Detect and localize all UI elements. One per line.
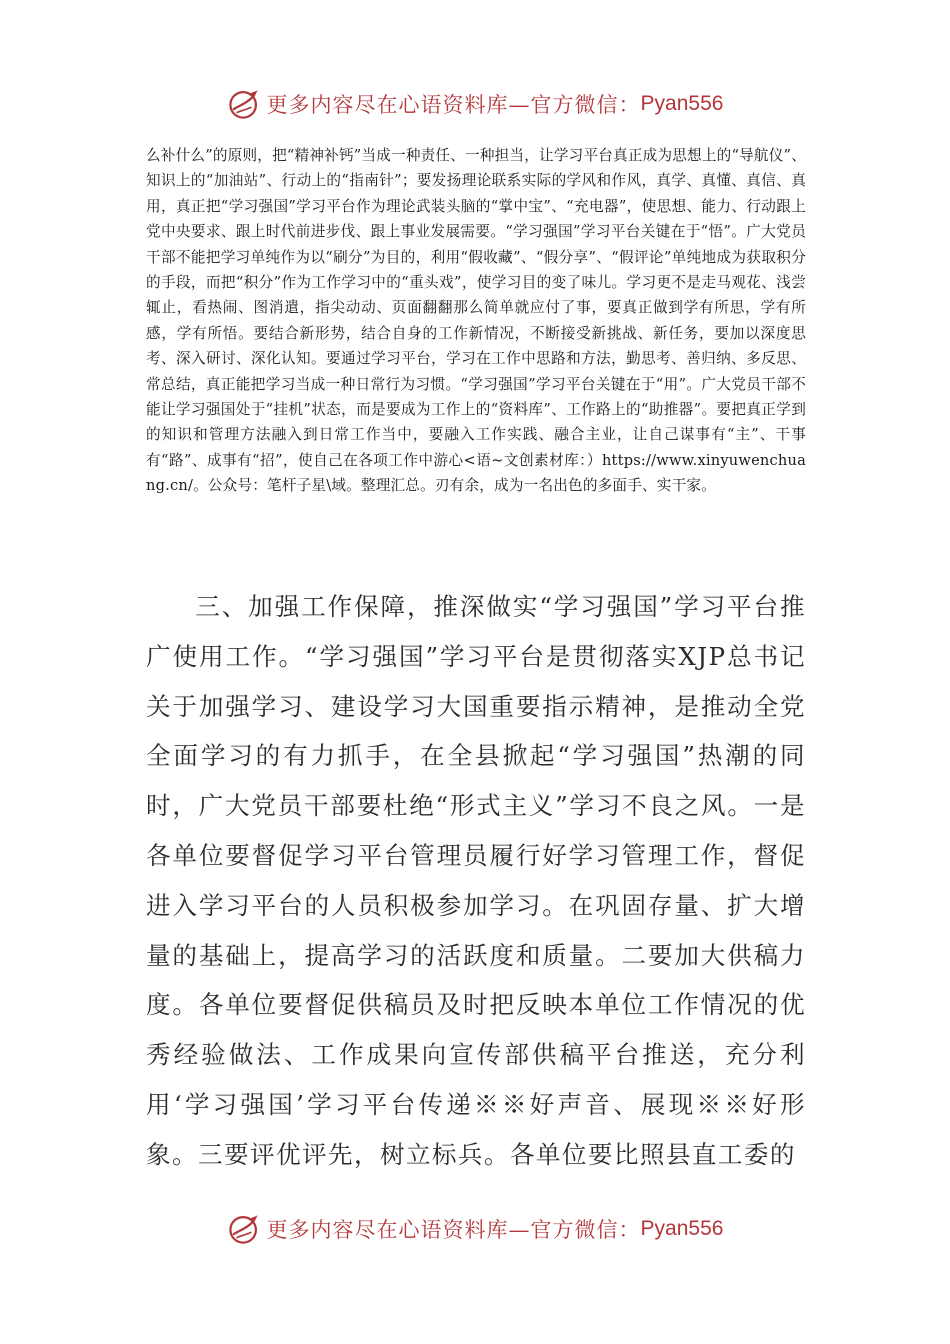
header-brand-id: Pyan556 — [640, 92, 724, 115]
page-footer-watermark — [0, 1209, 950, 1249]
page-header-watermark — [0, 84, 950, 124]
quill-swirl-logo-icon — [227, 87, 261, 121]
footer-brand-text: 更多内容尽在心语资料库—官方微信： — [266, 1218, 641, 1242]
continued-paragraph: 么补什么”的原则，把“精神补钙”当成一种责任、一种担当，让学习平台真正成为思想上的“导航仪”、知识上的“加油站”、行动上的“指南针”；要发扬理论联系实际的学风和作风，真学、真懂、真信、真用，真正把“学习强国”学习平台作为理论武装头脑的“掌中宝”、“充电器”，使思想、能力、行动跟上党中央要求、跟上时代前进步伐、跟上事业发展需要。“学习强国”学习平台关键在于“悟”。广大党员干部不能把学习单纯作为以“刷分”为目的，利用“假收藏”、“假分享”、“假评论”单纯地成为获取积分的手段，而把“积分”作为工作学习中的“重头戏”，使学习目的变了味儿。学习更不是走马观花、浅尝辄止，看热闹、图消遣，指尖动动、页面翻翻那么简单就应付了事，要真正做到学有所思，学有所感，学有所悟。要结合新形势，结合自身的工作新情况，不断接受新挑战、新任务，要加以深度思考、深入研讨、深化认知。要通过学习平台，学习在工作中思路和方法，勤思考、善归纳、多反思、常总结，真正能把学习当成一种日常行为习惯。“学习强国”学习平台关键在于“用”。广大党员干部不能让学习强国处于“挂机”状态，而是要成为工作上的“资料库”、工作路上的“助推器”。要把真正学到的知识和管理方法融入到日常工作当中，要融入工作实践、融合主业，让自己谋事有“主”、干事有“路”、成事有“招”，使自己在各项工作中游心<语~文创素材库：）https://www.xinyuwenchuang.cn/。公众号：笔杆子星\域。整理汇总。刃有余，成为一名出色的多面手、实干家。 — [146, 147, 806, 495]
section-three-paragraph: 三、加强工作保障，推深做实“学习强国”学习平台推广使用工作。“学习强国”学习平台是贯彻落实XJP总书记关于加强学习、建设学习大国重要指示精神，是推动全党全面学习的有力抓手，在全县掀起“学习强国”热潮的同时，广大党员干部要杜绝“形式主义”学习不良之风。一是各单位要督促学习平台管理员履行好学习管理工作，督促进入学习平台的人员积极参加学习。在巩固存量、扩大增量的基础上，提高学习的活跃度和质量。二要加大供稿力度。各单位要督促供稿员及时把反映本单位工作情况的优秀经验做法、工作成果向宣传部供稿平台推送，充分利用‘学习强国’学习平台传递※※好声音、展现※※好形象。三要评优评先，树立标兵。各单位要比照县直工委的 — [146, 592, 806, 1169]
header-brand-text: 更多内容尽在心语资料库—官方微信： — [266, 93, 641, 117]
quill-swirl-logo-icon — [227, 1212, 261, 1246]
footer-brand-id: Pyan556 — [640, 1217, 724, 1240]
